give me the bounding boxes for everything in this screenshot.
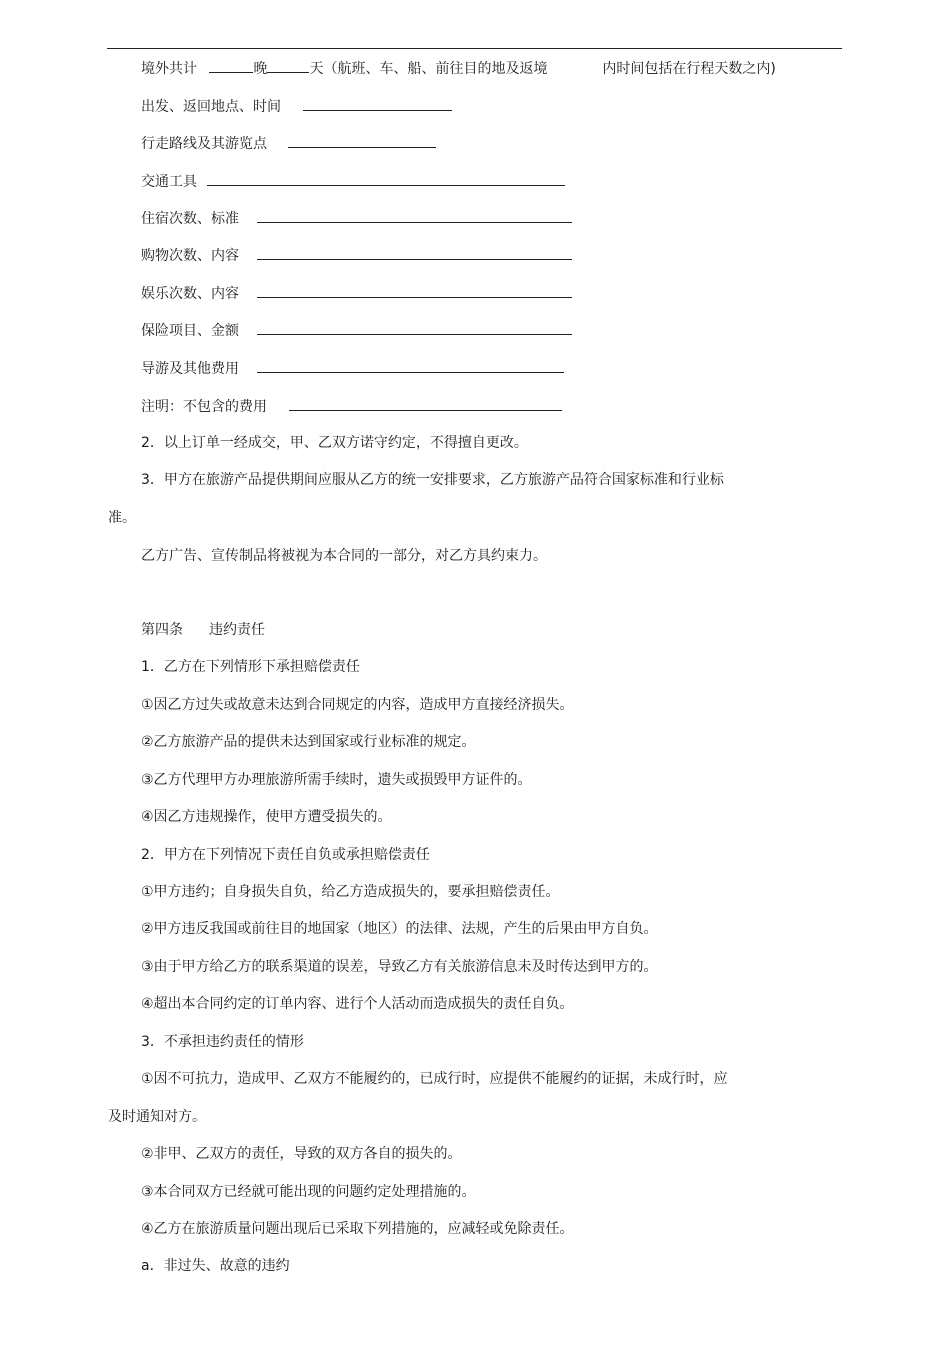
section-3-item-1-line1: ①因不可抗力，造成甲、乙双方不能履约的，已成行时，应提供不能履约的证据，未成行时，应 — [141, 1071, 728, 1087]
section-2-item: ②甲方违反我国或前往目的地国家（地区）的法律、法规，产生的后果由甲方自负。 — [141, 921, 658, 937]
transport-label: 交通工具 — [141, 174, 197, 190]
departure-line — [141, 96, 452, 117]
shopping-label: 购物次数、内容 — [141, 248, 239, 264]
clause-3-line2: 准。 — [108, 510, 136, 526]
section-3-item: ②非甲、乙双方的责任，导致的双方各自的损失的。 — [141, 1146, 462, 1162]
section-3-item: ③本合同双方已经就可能出现的问题约定处理措施的。 — [141, 1184, 476, 1200]
section-1-item: ③乙方代理甲方办理旅游所需手续时，遗失或损毁甲方证件的。 — [141, 772, 532, 788]
section-3-item-1-line2: 及时通知对方。 — [108, 1109, 206, 1125]
days-blank[interactable] — [267, 58, 309, 73]
abroad-total-line — [141, 58, 776, 79]
header-rule — [107, 48, 842, 49]
nights-blank[interactable] — [209, 58, 253, 73]
days-unit: 天（航班、车、船、前往目的地及返境 — [309, 61, 548, 77]
clause-2: 2．以上订单一经成交，甲、乙双方诺守约定，不得擅自更改。 — [141, 435, 528, 451]
transport-line — [141, 171, 565, 192]
section-1-item: ②乙方旅游产品的提供未达到国家或行业标准的规定。 — [141, 734, 476, 750]
section-2-item: ④超出本合同约定的订单内容、进行个人活动而造成损失的责任自负。 — [141, 996, 574, 1012]
lodging-line — [141, 208, 572, 229]
article-4-number: 第四条 — [141, 622, 183, 638]
transport-blank[interactable] — [207, 171, 565, 186]
abroad-total-label: 境外共计 — [141, 61, 197, 77]
article-4-title: 违约责任 — [209, 622, 265, 638]
section-1-heading: 1．乙方在下列情形下承担赔偿责任 — [141, 659, 360, 675]
section-3-item: ④乙方在旅游质量问题出现后已采取下列措施的，应减轻或免除责任。 — [141, 1221, 574, 1237]
lodging-label: 住宿次数、标准 — [141, 211, 239, 227]
lodging-blank[interactable] — [257, 208, 572, 223]
insurance-line — [141, 320, 572, 341]
advertising-clause: 乙方广告、宣传制品将被视为本合同的一部分，对乙方具约束力。 — [141, 548, 547, 564]
section-2-item: ③由于甲方给乙方的联系渠道的误差，导致乙方有关旅游信息未及时传达到甲方的。 — [141, 959, 658, 975]
entertainment-label: 娱乐次数、内容 — [141, 286, 239, 302]
clause-3-line1: 3．甲方在旅游产品提供期间应服从乙方的统一安排要求，乙方旅游产品符合国家标准和行业标 — [141, 472, 724, 488]
section-2-heading: 2．甲方在下列情况下责任自负或承担赔偿责任 — [141, 847, 430, 863]
section-3-heading: 3．不承担违约责任的情形 — [141, 1034, 304, 1050]
excluded-blank[interactable] — [289, 396, 562, 411]
insurance-blank[interactable] — [257, 320, 572, 335]
route-line — [141, 133, 436, 154]
guide-fee-blank[interactable] — [257, 358, 564, 373]
section-1-item: ①因乙方过失或故意未达到合同规定的内容，造成甲方直接经济损失。 — [141, 697, 574, 713]
shopping-blank[interactable] — [257, 245, 572, 260]
guide-fee-label: 导游及其他费用 — [141, 361, 239, 377]
departure-blank[interactable] — [303, 96, 452, 111]
departure-label: 出发、返回地点、时间 — [141, 99, 281, 115]
route-label: 行走路线及其游览点 — [141, 136, 267, 152]
insurance-label: 保险项目、金额 — [141, 323, 239, 339]
excluded-label: 注明：不包含的费用 — [141, 399, 267, 415]
excluded-line — [141, 396, 562, 417]
shopping-line — [141, 245, 572, 266]
nights-unit: 晚 — [253, 61, 268, 77]
guide-fee-line — [141, 358, 564, 379]
days-note-tail: 内时间包括在行程天数之内) — [602, 61, 776, 77]
section-1-item: ④因乙方违规操作，使甲方遭受损失的。 — [141, 809, 392, 825]
route-blank[interactable] — [288, 133, 436, 148]
section-2-item: ①甲方违约；自身损失自负，给乙方造成损失的，要承担赔偿责任。 — [141, 884, 560, 900]
entertainment-blank[interactable] — [257, 283, 572, 298]
article-4-heading — [141, 620, 265, 640]
sub-item-a: a．非过失、故意的违约 — [141, 1258, 290, 1274]
entertainment-line — [141, 283, 572, 304]
